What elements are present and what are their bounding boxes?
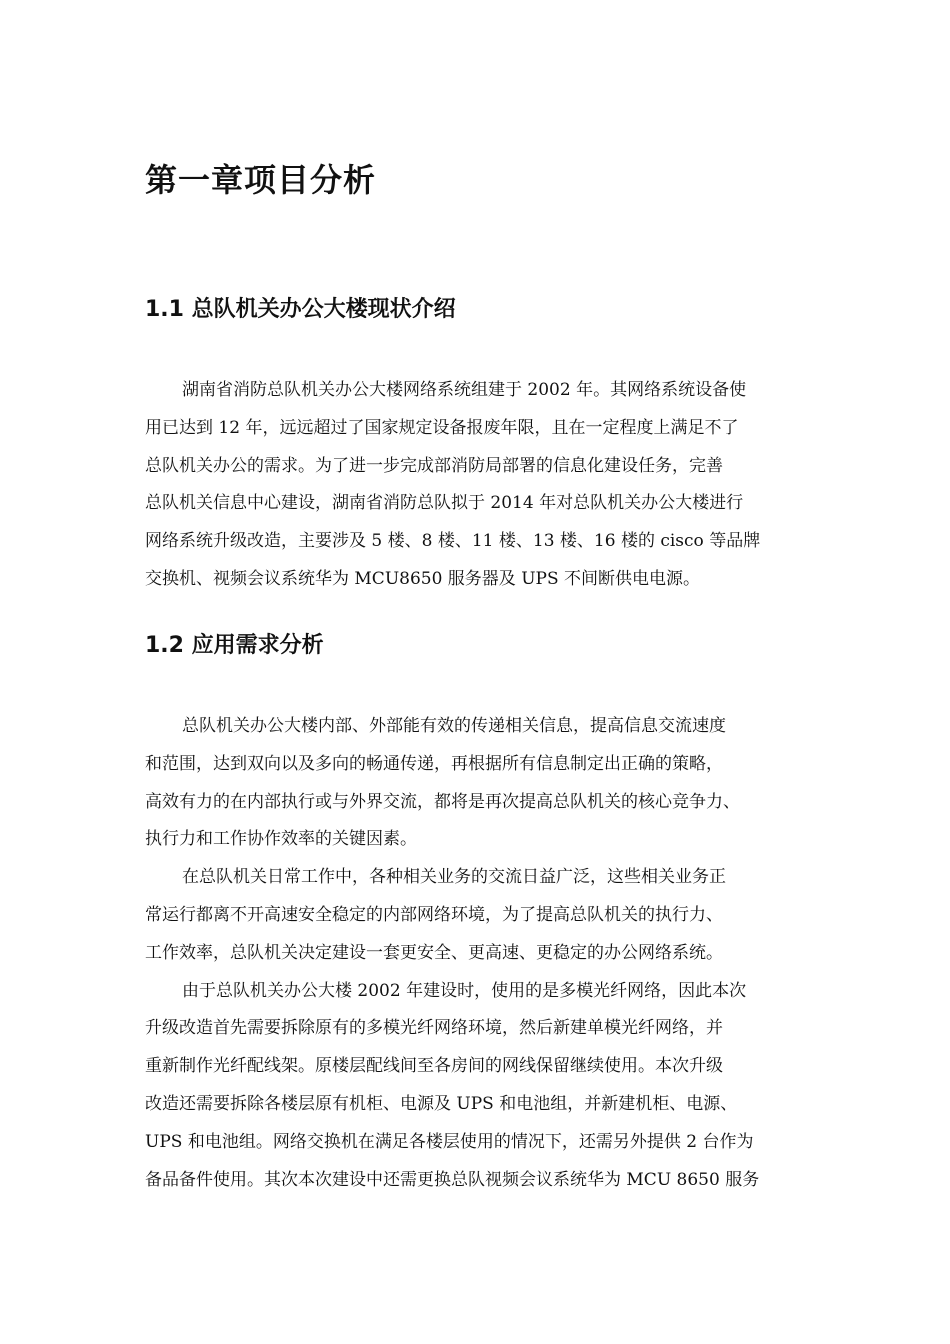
paragraph-line: 用已达到 12 年，远远超过了国家规定设备报废年限，且在一定程度上满足不了: [145, 417, 739, 438]
section-title-1-2: 1.2 应用需求分析: [145, 633, 324, 658]
paragraph-line: 备品备件使用。其次本次建设中还需更换总队视频会议系统华为 MCU 8650 服务: [145, 1169, 760, 1190]
paragraph-line: 工作效率，总队机关决定建设一套更安全、更高速、更稳定的办公网络系统。: [145, 942, 723, 963]
paragraph-line: 由于总队机关办公大楼 2002 年建设时，使用的是多模光纤网络，因此本次: [182, 980, 747, 1001]
paragraph-line: UPS 和电池组。网络交换机在满足各楼层使用的情况下，还需另外提供 2 台作为: [145, 1131, 754, 1152]
paragraph-line: 常运行都离不开高速安全稳定的内部网络环境，为了提高总队机关的执行力、: [145, 904, 723, 925]
paragraph-line: 执行力和工作协作效率的关键因素。: [145, 829, 417, 850]
paragraph-line: 总队机关办公大楼内部、外部能有效的传递相关信息，提高信息交流速度: [182, 716, 726, 736]
section-1-1-body: [145, 372, 825, 599]
paragraph-line: 重新制作光纤配线架。原楼层配线间至各房间的网线保留继续使用。本次升级: [145, 1056, 723, 1077]
section-title-1-1: 1.1 总队机关办公大楼现状介绍: [145, 297, 456, 322]
paragraph-line: 和范围，达到双向以及多向的畅通传递，再根据所有信息制定出正确的策略，: [145, 753, 723, 774]
paragraph-line: 网络系统升级改造，主要涉及 5 楼、8 楼、11 楼、13 楼、16 楼的 cisco 等品牌: [145, 531, 761, 552]
section-1-2-body: [145, 708, 825, 1199]
paragraph-line: 高效有力的在内部执行或与外界交流，都将是再次提高总队机关的核心竞争力、: [145, 791, 740, 812]
paragraph-line: 改造还需要拆除各楼层原有机柜、电源及 UPS 和电池组，并新建机柜、电源、: [145, 1093, 738, 1114]
paragraph-line: 交换机、视频会议系统华为 MCU8650 服务器及 UPS 不间断供电电源。: [145, 568, 701, 589]
chapter-title: 第一章项目分析: [145, 161, 377, 199]
paragraph-line: 升级改造首先需要拆除原有的多模光纤网络环境，然后新建单模光纤网络，并: [145, 1018, 723, 1039]
paragraph-line: 总队机关信息中心建设，湖南省消防总队拟于 2014 年对总队机关办公大楼进行: [145, 493, 744, 514]
paragraph-line: 湖南省消防总队机关办公大楼网络系统组建于 2002 年。其网络系统设备使: [182, 380, 747, 400]
paragraph-line: 在总队机关日常工作中，各种相关业务的交流日益广泛，这些相关业务正: [182, 867, 726, 888]
paragraph-line: 总队机关办公的需求。为了进一步完成部消防局部署的信息化建设任务，完善: [145, 455, 723, 476]
